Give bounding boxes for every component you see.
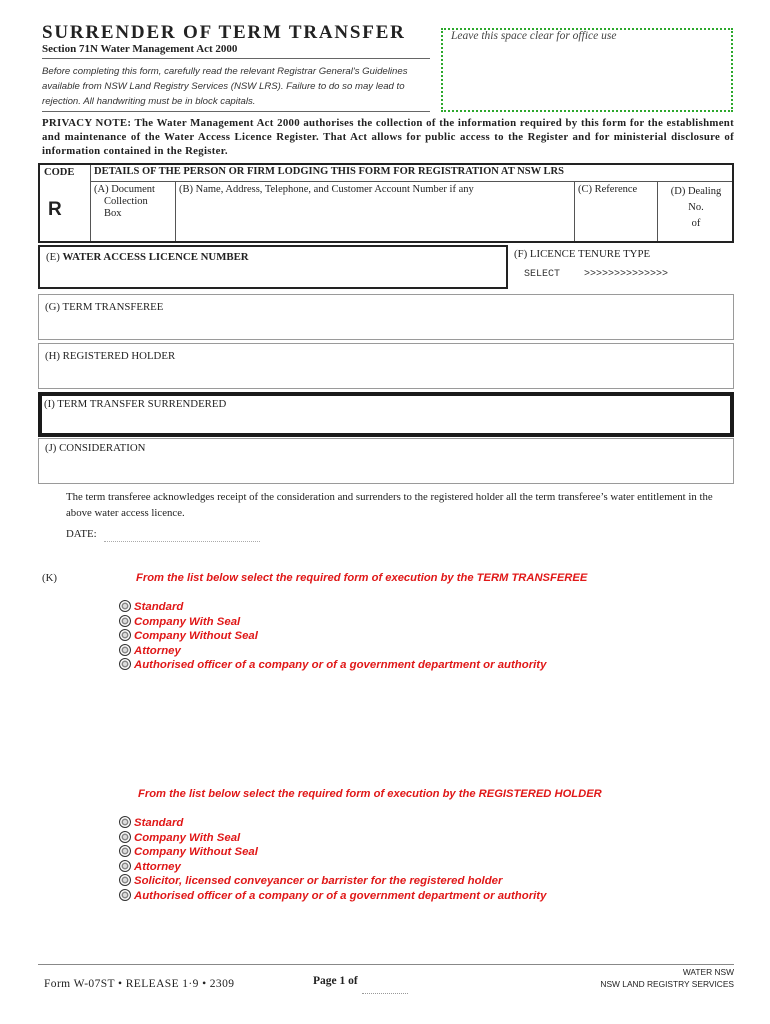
privacy-note: PRIVACY NOTE: The Water Management Act 2000 authorises the collection of the information required by this form for the establishment and maintenance of the Water Access Licence Register. That Act allows for public access to the Register and for ministerial disclosure of information contained in the Register. [42, 117, 734, 157]
column-divider [657, 181, 658, 241]
column-divider [175, 181, 176, 241]
radio-button-icon[interactable] [119, 816, 131, 828]
option-label: Company With Seal [134, 832, 241, 844]
holder-option-standard[interactable] [119, 816, 183, 830]
date-input[interactable] [104, 541, 260, 542]
office-use-note: Leave this space clear for office use [451, 30, 617, 42]
option-label: Company Without Seal [134, 846, 258, 858]
org-line-2: NSW LAND REGISTRY SERVICES [600, 979, 734, 989]
transferee-option-attorney[interactable] [119, 644, 181, 658]
consideration-field[interactable] [38, 438, 734, 484]
holder-execution-instruction: From the list below select the required form of execution by the REGISTERED HOLDER [138, 788, 602, 800]
radio-button-icon[interactable] [119, 889, 131, 901]
transferee-option-standard[interactable] [119, 600, 183, 614]
option-label: Standard [134, 817, 184, 829]
lodgement-heading: DETAILS OF THE PERSON OR FIRM LODGING THIS FORM FOR REGISTRATION AT NSW LRS [94, 166, 564, 177]
holder-option-solicitor[interactable] [119, 874, 502, 888]
transferee-execution-instruction: From the list below select the required form of execution by the TERM TRANSFEREE [136, 572, 588, 584]
option-label: Attorney [134, 645, 181, 657]
option-label: Standard [134, 601, 184, 613]
select-arrows: >>>>>>>>>>>>>> [584, 269, 669, 280]
holder-option-company-without-seal[interactable] [119, 845, 258, 859]
divider [42, 111, 430, 112]
holder-option-company-with-seal[interactable] [119, 831, 240, 845]
intro-text: Before completing this form, carefully read the relevant Registrar General's Guidelines available from NSW Land Registry Services (NSW LRS). Failure to do so may lead to rejection. All handwriting must be in block capitals. [42, 66, 408, 107]
radio-button-icon[interactable] [119, 629, 131, 641]
radio-button-icon[interactable] [119, 658, 131, 670]
radio-button-icon[interactable] [119, 831, 131, 843]
office-use-box [441, 28, 733, 112]
footer-organisation [600, 966, 734, 990]
col-c-label: (C) Reference [578, 184, 638, 195]
transferee-option-company-with-seal[interactable] [119, 615, 240, 629]
date-label: DATE: [66, 528, 97, 540]
column-divider [90, 165, 91, 241]
option-label: Solicitor, licensed conveyancer or barrister for the registered holder [134, 875, 503, 887]
form-title: SURRENDER OF TERM TRANSFER [42, 22, 406, 43]
col-a-line: Collection [104, 196, 148, 207]
radio-button-icon[interactable] [119, 860, 131, 872]
holder-option-attorney[interactable] [119, 860, 181, 874]
option-label: Company With Seal [134, 616, 241, 628]
field-e-label: (E) WATER ACCESS LICENCE NUMBER [46, 251, 249, 263]
col-a-line: (A) Document [94, 184, 155, 195]
col-d-line: of [691, 218, 701, 229]
dealing-number-cell[interactable] [661, 184, 731, 232]
licence-tenure-type-select[interactable] [524, 269, 668, 280]
org-line-1: WATER NSW [682, 967, 734, 977]
lodger-details-cell[interactable] [179, 184, 474, 195]
transferee-option-company-without-seal[interactable] [119, 629, 258, 643]
term-transfer-surrendered-field[interactable] [38, 392, 734, 437]
field-g-label: (G) TERM TRANSFEREE [45, 301, 164, 313]
select-text: SELECT [524, 269, 561, 280]
registered-holder-field[interactable] [38, 343, 734, 389]
radio-button-icon[interactable] [119, 644, 131, 656]
radio-button-icon[interactable] [119, 600, 131, 612]
col-b-label: (B) Name, Address, Telephone, and Customer Account Number if any [179, 184, 474, 195]
option-label: Attorney [134, 861, 181, 873]
col-d-line: No. [688, 202, 704, 213]
footer-divider [38, 964, 734, 965]
holder-option-authorised-officer[interactable] [119, 889, 546, 903]
code-value: R [48, 199, 62, 220]
column-divider [574, 181, 575, 241]
term-transferee-field[interactable] [38, 294, 734, 340]
licence-tenure-type-label: (F) LICENCE TENURE TYPE [514, 248, 651, 260]
radio-button-icon[interactable] [119, 845, 131, 857]
document-collection-box-cell[interactable] [94, 184, 155, 220]
option-label: Company Without Seal [134, 630, 258, 642]
lodgement-table [38, 163, 734, 243]
field-j-label: (J) CONSIDERATION [45, 442, 146, 454]
field-h-label: (H) REGISTERED HOLDER [45, 350, 176, 362]
col-d-line: (D) Dealing [670, 186, 722, 197]
radio-button-icon[interactable] [119, 874, 131, 886]
reference-cell[interactable] [578, 184, 637, 195]
transferee-option-authorised-officer[interactable] [119, 658, 546, 672]
water-access-licence-number-field[interactable] [38, 245, 508, 289]
field-k-label: (K) [42, 572, 57, 584]
page-number: Page 1 of [313, 975, 358, 987]
form-subtitle: Section 71N Water Management Act 2000 [42, 43, 238, 55]
page-total-input[interactable] [362, 993, 408, 994]
row-divider [90, 181, 732, 182]
code-label: CODE [44, 167, 75, 178]
acknowledgement-text: The term transferee acknowledges receipt of the consideration and surrenders to the registered holder all the term transferee’s water entitlement in the above water access licence. [66, 491, 713, 519]
option-label: Authorised officer of a company or of a government department or authority [134, 659, 547, 671]
col-a-line: Box [104, 208, 122, 219]
divider [42, 58, 430, 59]
option-label: Authorised officer of a company or of a government department or authority [134, 890, 547, 902]
form-id: Form W-07ST • RELEASE 1·9 • 2309 [44, 978, 235, 990]
radio-button-icon[interactable] [119, 615, 131, 627]
field-i-label: (I) TERM TRANSFER SURRENDERED [44, 398, 227, 410]
